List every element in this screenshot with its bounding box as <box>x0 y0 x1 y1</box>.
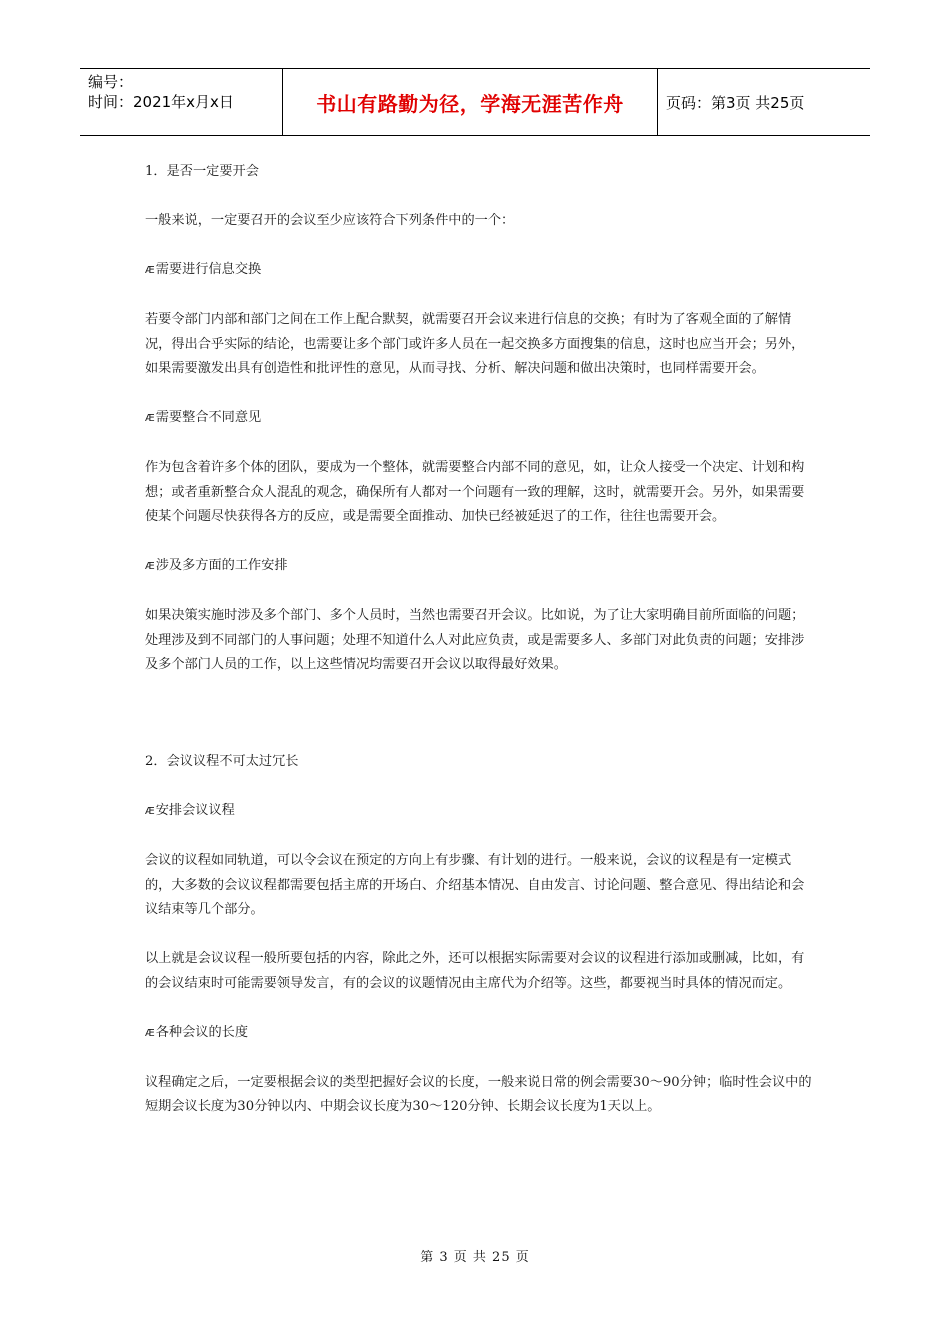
bullet-icon: Æ <box>145 413 155 424</box>
bullet-heading-text: 需要进行信息交换 <box>155 262 262 277</box>
section-title: 1．是否一定要开会 <box>145 164 259 179</box>
paragraph: 一般来说，一定要召开的会议至少应该符合下列条件中的一个： <box>145 213 515 228</box>
bullet-icon: Æ <box>145 561 155 572</box>
bullet-heading <box>145 554 817 580</box>
header-meta <box>88 72 278 112</box>
paragraph: 会议的议程如同轨道，可以令会议在预定的方向上有步骤、有计划的进行。一般来说，会议的议程是有一定模式的，大多数的会议议程都需要包括主席的开场白、介绍基本情况、自由发言、讨论问题、整合意见、得出结论和会议结束等几个部分。 <box>145 853 805 917</box>
page-footer: 第 3 页 共 25 页 <box>420 1250 530 1265</box>
paragraph: 议程确定之后，一定要根据会议的类型把握好会议的长度，一般来说日常的例会需要30～90分钟；临时性会议中的短期会议长度为30分钟以内、中期会议长度为30～120分钟、长期会议长度为1天以上。 <box>145 1074 812 1114</box>
bullet-heading <box>145 406 817 432</box>
header-number-label: 编号： <box>88 73 134 91</box>
document-body <box>145 160 817 1144</box>
header-time-label: 时间：2021年x月x日 <box>88 93 234 111</box>
bullet-heading-text: 安排会议议程 <box>155 803 235 818</box>
bullet-icon: Æ <box>145 806 155 817</box>
bullet-heading <box>145 1021 817 1047</box>
bullet-heading <box>145 258 817 284</box>
paragraph: 以上就是会议议程一般所要包括的内容，除此之外，还可以根据实际需要对会议的议程进行添加或删减，比如，有的会议结束时可能需要领导发言，有的会议的议题情况由主席代为介绍等。这些，都要视当时具体的情况而定。 <box>145 951 805 991</box>
document-header <box>80 68 870 136</box>
header-motto: 书山有路勤为径，学海无涯苦作舟 <box>316 91 624 116</box>
bullet-heading-text: 涉及多方面的工作安排 <box>155 558 288 573</box>
bullet-icon: Æ <box>145 265 155 276</box>
bullet-icon: Æ <box>145 1027 155 1039</box>
paragraph: 若要令部门内部和部门之间在工作上配合默契，就需要召开会议来进行信息的交换；有时为了客观全面的了解情况，得出合乎实际的结论，也需要让多个部门或许多人员在一起交换多方面搜集的信息，这时也应当开会；另外，如果需要激发出具有创造性和批评性的意见，从而寻找、分析、解决问题和做出决策时，也同样需要开会。 <box>145 312 805 376</box>
bullet-heading-text: 各种会议的长度 <box>155 1024 249 1040</box>
header-divider <box>657 69 658 135</box>
paragraph: 如果决策实施时涉及多个部门、多个人员时，当然也需要召开会议。比如说，为了让大家明确目前所面临的问题；处理涉及到不同部门的人事问题；处理不知道什么人对此应负责，或是需要多人、多部门对此负责的问题；安排涉及多个部门人员的工作，以上这些情况均需要召开会议以取得最好效果。 <box>145 608 805 672</box>
bullet-heading-text: 需要整合不同意见 <box>155 410 262 425</box>
bullet-heading <box>145 799 817 825</box>
header-page-info: 页码：第3页 共25页 <box>666 93 805 112</box>
paragraph: 作为包含着许多个体的团队，要成为一个整体，就需要整合内部不同的意见，如，让众人接受一个决定、计划和构想；或者重新整合众人混乱的观念，确保所有人都对一个问题有一致的理解，这时，就需要开会。另外，如果需要使某个问题尽快获得各方的反应，或是需要全面推动、加快已经被延迟了的工作，往往也需要开会。 <box>145 460 805 524</box>
section-title: 2．会议议程不可太过冗长 <box>145 754 299 769</box>
section-spacer <box>145 702 817 750</box>
